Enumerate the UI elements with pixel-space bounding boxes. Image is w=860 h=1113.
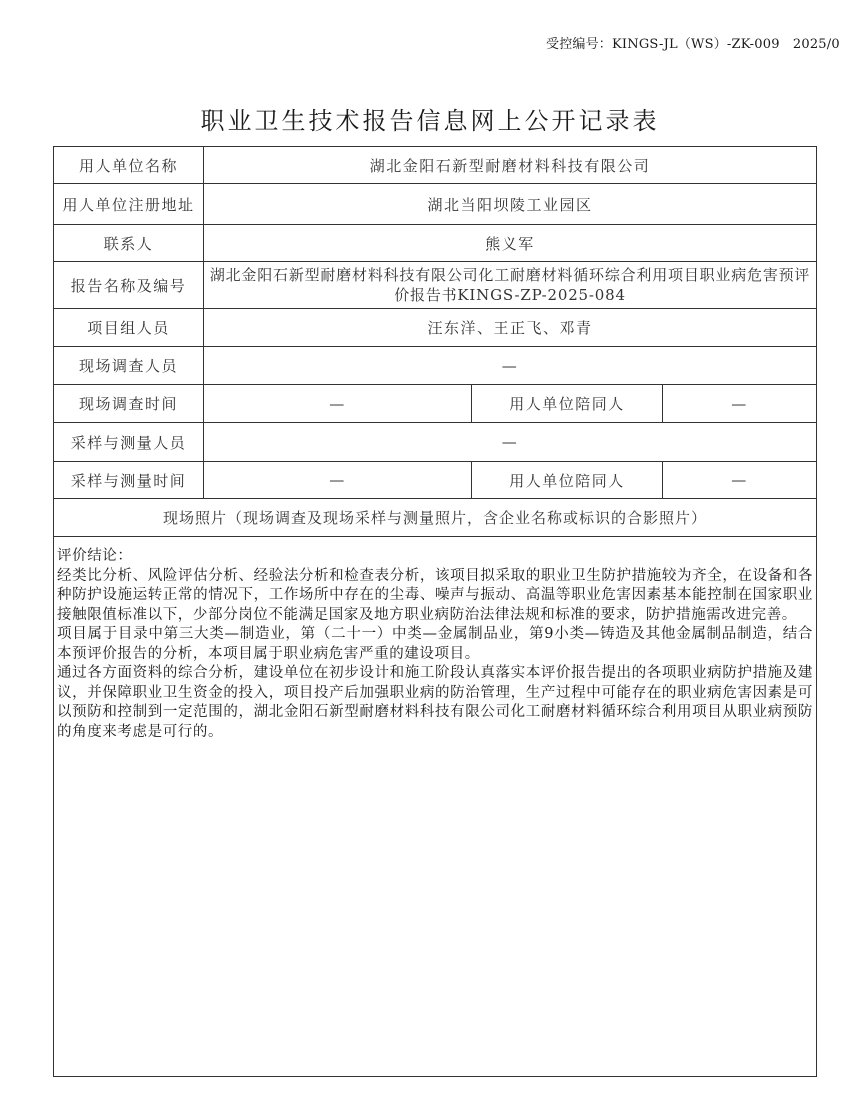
photos-label: 现场照片（现场调查及现场采样与测量照片，含企业名称或标识的合影照片） bbox=[54, 499, 817, 537]
contact-label: 联系人 bbox=[54, 225, 204, 262]
row-sampling-staff bbox=[54, 423, 817, 462]
conclusion-paragraph-2: 项目属于目录中第三大类—制造业，第（二十一）中类—金属制品业，第9小类—铸造及其他金属制品制造，结合本预评价报告的分析，本项目属于职业病危害严重的建设项目。 bbox=[57, 626, 814, 662]
conclusion-cell bbox=[54, 537, 817, 1077]
row-conclusion bbox=[54, 537, 817, 1077]
document-title: 职业卫生技术报告信息网上公开记录表 bbox=[200, 107, 660, 135]
survey-time-value: — bbox=[204, 385, 472, 423]
row-report bbox=[54, 262, 817, 309]
record-table bbox=[53, 146, 817, 1077]
row-survey-time bbox=[54, 385, 817, 423]
row-sampling-time bbox=[54, 462, 817, 499]
employer-name-label: 用人单位名称 bbox=[54, 147, 204, 184]
row-survey-staff bbox=[54, 347, 817, 385]
conclusion-paragraph-3: 通过各方面资料的综合分析，建设单位在初步设计和施工阶段认真落实本评价报告提出的各项职业病防护措施及建议，并保障职业卫生资金的投入，项目投产后加强职业病的防治管理，生产过程中可能存在的职业病危害因素是可以预防和控制到一定范围的，湖北金阳石新型耐磨材料科技有限公司化工耐磨材料循环综合利用项目从职业病预防的角度来考虑是可行的。 bbox=[57, 665, 814, 740]
sampling-time-label: 采样与测量时间 bbox=[54, 462, 204, 499]
survey-staff-value: — bbox=[204, 347, 817, 385]
employer-name-value: 湖北金阳石新型耐磨材料科技有限公司 bbox=[204, 147, 817, 184]
sampling-staff-value: — bbox=[204, 423, 817, 462]
survey-time-label: 现场调查时间 bbox=[54, 385, 204, 423]
row-registered-address bbox=[54, 184, 817, 225]
row-employer-name bbox=[54, 147, 817, 184]
survey-staff-label: 现场调查人员 bbox=[54, 347, 204, 385]
registered-address-label: 用人单位注册地址 bbox=[54, 184, 204, 225]
contact-value: 熊义军 bbox=[204, 225, 817, 262]
control-number: 受控编号：KINGS-JL（WS）-ZK-009 2025/0 bbox=[546, 37, 840, 52]
sampling-escort-label: 用人单位陪同人 bbox=[472, 462, 663, 499]
report-label: 报告名称及编号 bbox=[54, 262, 204, 309]
row-contact bbox=[54, 225, 817, 262]
team-label: 项目组人员 bbox=[54, 309, 204, 347]
sampling-staff-label: 采样与测量人员 bbox=[54, 423, 204, 462]
survey-escort-value: — bbox=[663, 385, 817, 423]
row-team bbox=[54, 309, 817, 347]
conclusion-heading: 评价结论： bbox=[57, 548, 133, 564]
team-value: 汪东洋、王正飞、邓青 bbox=[204, 309, 817, 347]
report-name-value: 湖北金阳石新型耐磨材料科技有限公司化工耐磨材料循环综合利用项目职业病危害预评价报告书KINGS-ZP-2025-084 bbox=[204, 262, 817, 309]
survey-escort-label: 用人单位陪同人 bbox=[472, 385, 663, 423]
row-photos bbox=[54, 499, 817, 537]
sampling-escort-value: — bbox=[663, 462, 817, 499]
sampling-time-value: — bbox=[204, 462, 472, 499]
conclusion-paragraph-1: 经类比分析、风险评估分析、经验法分析和检查表分析，该项目拟采取的职业卫生防护措施较为齐全，在设备和各种防护设施运转正常的情况下，工作场所中存在的尘毒、噪声与振动、高温等职业危害因素基本能控制在国家职业接触限值标准以下，少部分岗位不能满足国家及地方职业病防治法律法规和标准的要求，防护措施需改进完善。 bbox=[57, 567, 814, 623]
registered-address-value: 湖北当阳坝陵工业园区 bbox=[204, 184, 817, 225]
